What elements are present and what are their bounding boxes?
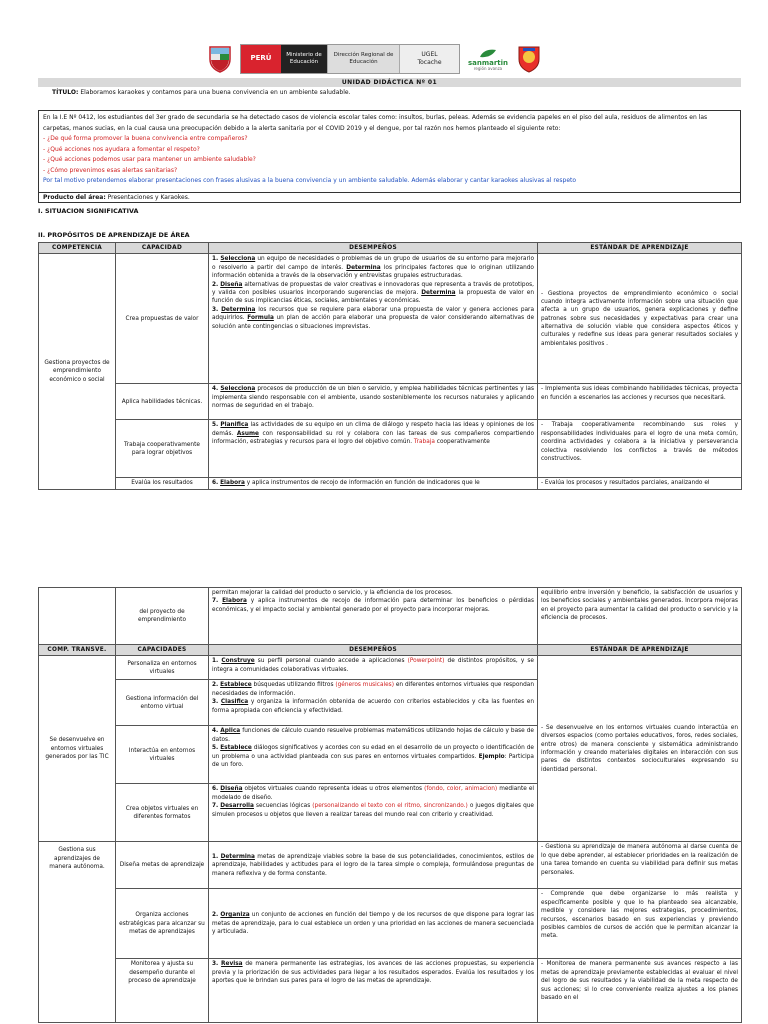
header-cell: DESEMPEÑOS <box>209 645 538 656</box>
minedu-banner <box>240 44 460 74</box>
item-number: 1. <box>212 853 219 860</box>
verb: Construye <box>221 658 255 665</box>
ugel-label <box>399 45 459 73</box>
capacidad-cell: Trabaja cooperativamente para lograr objetivos <box>116 420 209 478</box>
estandar-cell: equilibrio entre inversión y beneficio, la satisfacción de usuarios y los beneficios sociales y ambientales generados. Incorpora mejoras en el proyecto para aumentar la calidad del producto o servicio y la eficiencia de procesos. <box>538 588 742 645</box>
desempeno-item <box>212 597 534 614</box>
verb: Organiza <box>220 912 250 919</box>
sanmartin-text: sanmartin <box>467 58 509 67</box>
verb: Desarrolla <box>220 803 254 810</box>
header-cell: ESTÁNDAR DE APRENDIZAJE <box>538 243 742 254</box>
item-text: alternativas de propuestas de valor creativas e innovadoras que representa a través de prototipos, y valida con posibles usuarios incorporando sugerencias de mejora. <box>212 281 534 296</box>
school-emblem-icon <box>516 44 542 74</box>
verb: Revisa <box>221 961 243 968</box>
capacidad-cell: Organiza acciones estratégicas para alcanzar su metas de aprendizajes <box>116 889 209 959</box>
verb: Clasifica <box>220 699 249 706</box>
table-header-row <box>39 645 742 656</box>
desempenos-cell <box>209 254 538 384</box>
ugel-line1: UGEL <box>421 51 438 59</box>
producto-row <box>38 193 741 203</box>
table-row <box>39 478 742 489</box>
table-row <box>39 254 742 384</box>
item-number: 6. <box>212 480 219 487</box>
desempeno-item <box>212 255 534 280</box>
empty-cell <box>39 588 116 645</box>
verb: Elabora <box>222 598 247 605</box>
peru-label: PERÚ <box>241 45 281 73</box>
header-cell: DESEMPEÑOS <box>209 243 538 254</box>
verb: Establece <box>220 745 252 752</box>
item-text: los recursos que se requiere para elaborar una propuesta de valor y genera acciones para adquirirlos. <box>212 306 534 322</box>
item-number: 1. <box>212 256 219 263</box>
desempeno-item <box>212 744 534 769</box>
item-text: y aplica instrumentos de recojo de información para determinar los beneficios o pérdidas económicas, y el impacto social y ambiental generado por el proyecto para incorporar mejoras. <box>212 598 535 613</box>
table-row <box>39 959 742 1023</box>
verb: Asume <box>236 430 259 437</box>
item-number: 2. <box>212 912 219 919</box>
verb: Diseña <box>220 786 243 793</box>
desempeno-item <box>212 306 534 331</box>
item-text: o juegos digitales que simulen procesos u objetos que lleven a realizar tareas del mundo real con criterio y creatividad. <box>212 803 534 818</box>
header-cell: CAPACIDADES <box>116 645 209 656</box>
header-cell: COMP. TRANSVE. <box>39 645 116 656</box>
area-table <box>38 242 742 490</box>
item-red-text: Trabaja <box>413 439 435 446</box>
verb: Selecciona <box>220 256 256 263</box>
situacion-paragraph: En la I.E Nº 0412, los estudiantes del 3er grado de secundaria se ha detectado casos de violencia escolar tales como: insultos, burlas, peleas. Además se evidencia papeles en el piso del aula, residuos de alimentos en las carpetas, manos sucias, en la cual causa una preocupación debido a la alerta sanitaria por el COVID 2019 y el dengue, por tal razón nos hemos planteado el siguiente reto: <box>43 114 708 132</box>
item-text: un conjunto de acciones en función del tiempo y de los recursos de que dispone para lograr las metas de aprendizaje, para lo cual establece un orden y una prioridad en las acciones de manera secuenciada y articulada. <box>212 912 535 936</box>
item-text: : Participa de un foro. <box>212 753 534 768</box>
capacidad-cell: Crea propuestas de valor <box>116 254 209 384</box>
capacidad-cell: Interactúa en entornos virtuales <box>116 726 209 784</box>
estandar-cell: - Evalúa los procesos y resultados parciales, analizando el <box>538 478 742 489</box>
item-red-text: (géneros musicales) <box>335 682 394 689</box>
table-row <box>39 588 742 645</box>
competencia-cell: Se desenvuelve en entornos virtuales generados por las TIC <box>39 656 116 842</box>
desempenos-cell <box>209 959 538 1023</box>
verb: Aplica <box>220 728 241 735</box>
desempenos-cell <box>209 680 538 726</box>
desempenos-cell <box>209 384 538 420</box>
situacion-question: - ¿De qué forma promover la buena convivencia entre compañeros? <box>43 135 248 142</box>
estandar-cell: - Trabaja cooperativamente recombinando sus roles y responsabilidades individuales para el logro de una meta común, coordina actividades y colabora a la iniciativa y perseverancia colectiva resolviendo los conflictos a través de métodos constructivos. <box>538 420 742 478</box>
desempeno-item <box>212 727 534 744</box>
item-red-text: (personalizando el texto con el ritmo, sincronizando.) <box>312 803 468 810</box>
item-text: búsquedas utilizando filtros <box>251 682 336 689</box>
item-number: 1. <box>212 658 219 665</box>
section-2-heading: II. PROPÓSITOS DE APRENDIZAJE DE ÁREA <box>38 231 190 239</box>
item-text: de distintos propósitos, y se integra a comunidades colaborativas virtuales. <box>212 658 534 673</box>
item-text: la propuesta de valor en función de sus implicancias éticas, sociales, ambientales y económicas. <box>212 289 534 305</box>
table-row <box>39 420 742 478</box>
page-gap <box>0 500 768 585</box>
titulo-text: Elaboramos karaokes y contamos para una buena convivencia en un ambiente saludable. <box>80 89 351 96</box>
item-red-text: (fondo, color, animacion) <box>424 786 498 793</box>
sanmartin-logo <box>466 48 510 71</box>
header-cell: ESTÁNDAR DE APRENDIZAJE <box>538 645 742 656</box>
verb: Elabora <box>220 480 245 487</box>
item-text: un plan de acción para elaborar una propuesta de valor considerando alternativas de solución ante contingencias o situaciones imprevistas. <box>212 315 535 330</box>
ministerio-label: Ministerio de Educación <box>281 45 327 73</box>
table-row <box>39 842 742 889</box>
competencia-cell: Gestiona proyectos de emprendimiento económico o social <box>39 254 116 489</box>
capacidad-cell: Aplica habilidades técnicas. <box>116 384 209 420</box>
desempenos-cell <box>209 889 538 959</box>
verb: Selecciona <box>220 386 256 393</box>
capacidad-cell: Crea objetos virtuales en diferentes formatos <box>116 784 209 842</box>
item-text: procesos de producción de un bien o servicio, y emplea habilidades técnicas pertinentes y las implementa siendo responsable con el ambiente, usando sosteniblemente los recursos naturales y aplicando normas de seguridad en el trabajo. <box>212 386 534 410</box>
situacion-question: - ¿Cómo prevenimos esas alertas sanitarias? <box>43 166 178 174</box>
item-number: 5. <box>212 745 219 752</box>
item-text: metas de aprendizaje viables sobre la base de sus potencialidades, conocimientos, estilos de aprendizaje, habilidades y actitudes para el logro de la tarea simple o compleja, formulándose preguntas de manera reflexiva y de forma constante. <box>212 853 534 877</box>
situacion-question: - ¿Qué acciones nos ayudara a fomentar el respeto? <box>43 145 200 153</box>
item-number: 3. <box>212 961 219 968</box>
desempeno-item <box>212 802 534 819</box>
desempenos-cell <box>209 784 538 842</box>
desempenos-cell <box>209 588 538 645</box>
table-row <box>39 384 742 420</box>
item-number: 5. <box>212 422 219 429</box>
situacion-box <box>38 110 741 193</box>
producto-label: Producto del área: <box>43 194 106 201</box>
item-text: un equipo de necesidades o problemas de un grupo de usuarios de su entorno para mejorarlo o resolverlo a partir del campo de interés. <box>212 256 534 271</box>
item-number: 2. <box>212 682 219 689</box>
estandar-cell: - Monitorea de manera permanente sus avances respecto a las metas de aprendizaje previamente establecidas al evaluar el nivel del logro de sus resultados y la viabilidad de la meta respecto de sus acciones; si lo cree conveniente realiza ajustes a los planes basado en el <box>538 959 742 1023</box>
capacidad-cell: Diseña metas de aprendizaje <box>116 842 209 889</box>
sanmartin-leaf-icon <box>478 48 498 58</box>
item-text: con responsabilidad su rol y colabora con las tareas de sus compañeros compartiendo información, estrategias y recursos para el logro del objetivo común. <box>212 430 534 446</box>
verb: Determina <box>421 289 456 296</box>
item-text: los principales factores que lo originan utilizando información obtenida a través de la observación y entrevistas grupales estructuradas. <box>212 264 534 280</box>
verb: Formula <box>247 315 274 322</box>
item-text: y aplica instrumentos de recojo de información en función de indicadores que le <box>244 480 480 487</box>
situacion-question: - ¿Qué acciones podemos usar para mantener un ambiente saludable? <box>43 156 256 163</box>
item-text: mediante el modelado de diseño. <box>212 786 534 801</box>
item-text: secuencias lógicas <box>253 803 313 810</box>
sanmartin-sub: región avanza <box>473 65 503 71</box>
unidad-title: UNIDAD DIDÁCTICA Nº 01 <box>38 78 741 87</box>
desempeno-item <box>212 785 534 802</box>
item-text: las actividades de su equipo en un clima de diálogo y respeto hacia las ideas y opiniones de los demás. <box>212 422 535 437</box>
desempeno-item <box>212 281 534 306</box>
item-number: 3. <box>212 699 219 706</box>
capacidad-cell: Gestiona información del entorno virtual <box>116 680 209 726</box>
desempenos-cell <box>209 420 538 478</box>
item-text: funciones de cálculo cuando resuelve problemas matemáticos utilizando hojas de cálculo y base de datos. <box>212 728 534 743</box>
item-number: 7. <box>212 598 219 605</box>
table-row <box>39 889 742 959</box>
desempeno-item <box>212 681 534 698</box>
direccion-label: Dirección Regional de Educación <box>327 45 399 73</box>
estandar-cell: - Se desenvuelve en los entornos virtuales cuando interactúa en diversos espacios (como portales educativos, foros, redes sociales, entre otros) de manera consciente y sistemática administrando información y creando materiales digitales en interacción con sus pares de distintos contextos socioculturales expresando su identidad personal. <box>538 656 742 842</box>
section-1-heading: I. SITUACION SIGNIFICATIVA <box>38 207 139 215</box>
verb: Determina <box>221 306 256 313</box>
verb: Diseña <box>220 281 243 288</box>
transversal-table <box>38 587 742 1023</box>
item-number: 2. <box>212 281 219 288</box>
estandar-cell: - Gestiona su aprendizaje de manera autónoma al darse cuenta de lo que debe aprender, al establecer prioridades en la realización de una tarea tomando en cuenta su viabilidad para definir sus metas personales. <box>538 842 742 889</box>
estandar-cell: - Gestiona proyectos de emprendimiento económico o social cuando integra activamente información sobre una situación que afecta a un grupo de usuarios, genera explicaciones y define patrones sobre sus necesidades y expectativas para crear una alternativa de solución viable que considera aspectos éticos y culturales y redefine sus ideas para generar resultados sociales y ambientales positivos . <box>538 254 742 384</box>
capacidad-cell: Monitorea y ajusta su desempeño durante el proceso de aprendizaje <box>116 959 209 1023</box>
item-number: 4. <box>212 728 219 735</box>
capacidad-cell: del proyecto de emprendimiento <box>116 588 209 645</box>
desempenos-cell <box>209 842 538 889</box>
estandar-cell: - Implementa sus ideas combinando habilidades técnicas, proyecta en función a escenarios las acciones y recursos que necesitará. <box>538 384 742 420</box>
item-text: diálogos significativos y acordes con su edad en el desarrollo de un proyecto o identificación de un problema o una actividad planteada con sus pares en entornos virtuales compartidos. <box>212 745 534 760</box>
competencia-cell: Gestiona sus aprendizajes de manera autónoma. <box>39 842 116 1023</box>
peru-coat-of-arms-icon <box>206 44 234 74</box>
titulo-line <box>38 88 741 98</box>
item-number: 3. <box>212 306 219 313</box>
verb: Determina <box>220 853 255 860</box>
header-cell: COMPETENCIA <box>39 243 116 254</box>
item-text: permitan mejorar la calidad del producto o servicio, y la eficiencia de los procesos. <box>212 590 453 596</box>
item-text: y organiza la información obtenida de acuerdo con criterios establecidos y cita las fuentes en forma apropiada con eficiencia y efectividad. <box>212 699 535 714</box>
header-cell: CAPACIDAD <box>116 243 209 254</box>
item-text: objetos virtuales cuando representa ideas u otros elementos <box>242 786 425 793</box>
verb: Planifica <box>220 422 249 429</box>
item-text: en diferentes entornos virtuales que respondan necesidades de información. <box>212 682 534 697</box>
item-text: de manera permanente las estrategias, los avances de las acciones propuestas, su experiencia previa y la priorización de sus actividades para llegar a los resultados esperados. Evalúa los resultados y los aportes que le brindan sus pares para el logro de las metas de aprendizaje. <box>212 961 534 985</box>
item-number: 6. <box>212 786 219 793</box>
verb: Establece <box>220 682 252 689</box>
item-number: 4. <box>212 386 219 393</box>
item-text: cooperativamente <box>434 439 490 446</box>
page-1 <box>0 0 768 500</box>
producto-text: Presentaciones y Karaokes. <box>107 194 190 201</box>
item-bold-text: Ejemplo <box>478 753 505 760</box>
capacidad-cell: Evalúa los resultados <box>116 478 209 489</box>
ugel-line2: Tocache <box>417 59 442 66</box>
item-number: 7. <box>212 803 219 810</box>
desempenos-cell <box>209 726 538 784</box>
desempenos-cell <box>209 478 538 489</box>
table-header-row <box>39 243 742 254</box>
table-row <box>39 656 742 680</box>
header-logos <box>206 43 542 75</box>
estandar-cell: - Comprende que debe organizarse lo más realista y específicamente posible y que lo ha planteado sea alcanzable, medible y considere las mejores estrategias, procedimientos, recursos, escenarios basado en sus experiencias y previendo posibles cambios de cursos de acción que le permitan alcanzar la meta. <box>538 889 742 959</box>
item-red-text: (Powerpoint) <box>407 658 445 665</box>
titulo-label: TÍTULO: <box>52 89 79 96</box>
situacion-conclusion: Por tal motivo pretendemos elaborar presentaciones con frases alusivas a la buena convivencia y un ambiente saludable. Además elaborar y cantar karaokes alusivas al respeto <box>43 177 577 184</box>
desempenos-cell <box>209 656 538 680</box>
verb: Determina <box>346 264 381 271</box>
item-text: su perfil personal cuando accede a aplicaciones <box>254 658 408 665</box>
page-2 <box>0 585 768 1024</box>
capacidad-cell: Personaliza en entornos virtuales <box>116 656 209 680</box>
desempeno-item <box>212 698 534 715</box>
